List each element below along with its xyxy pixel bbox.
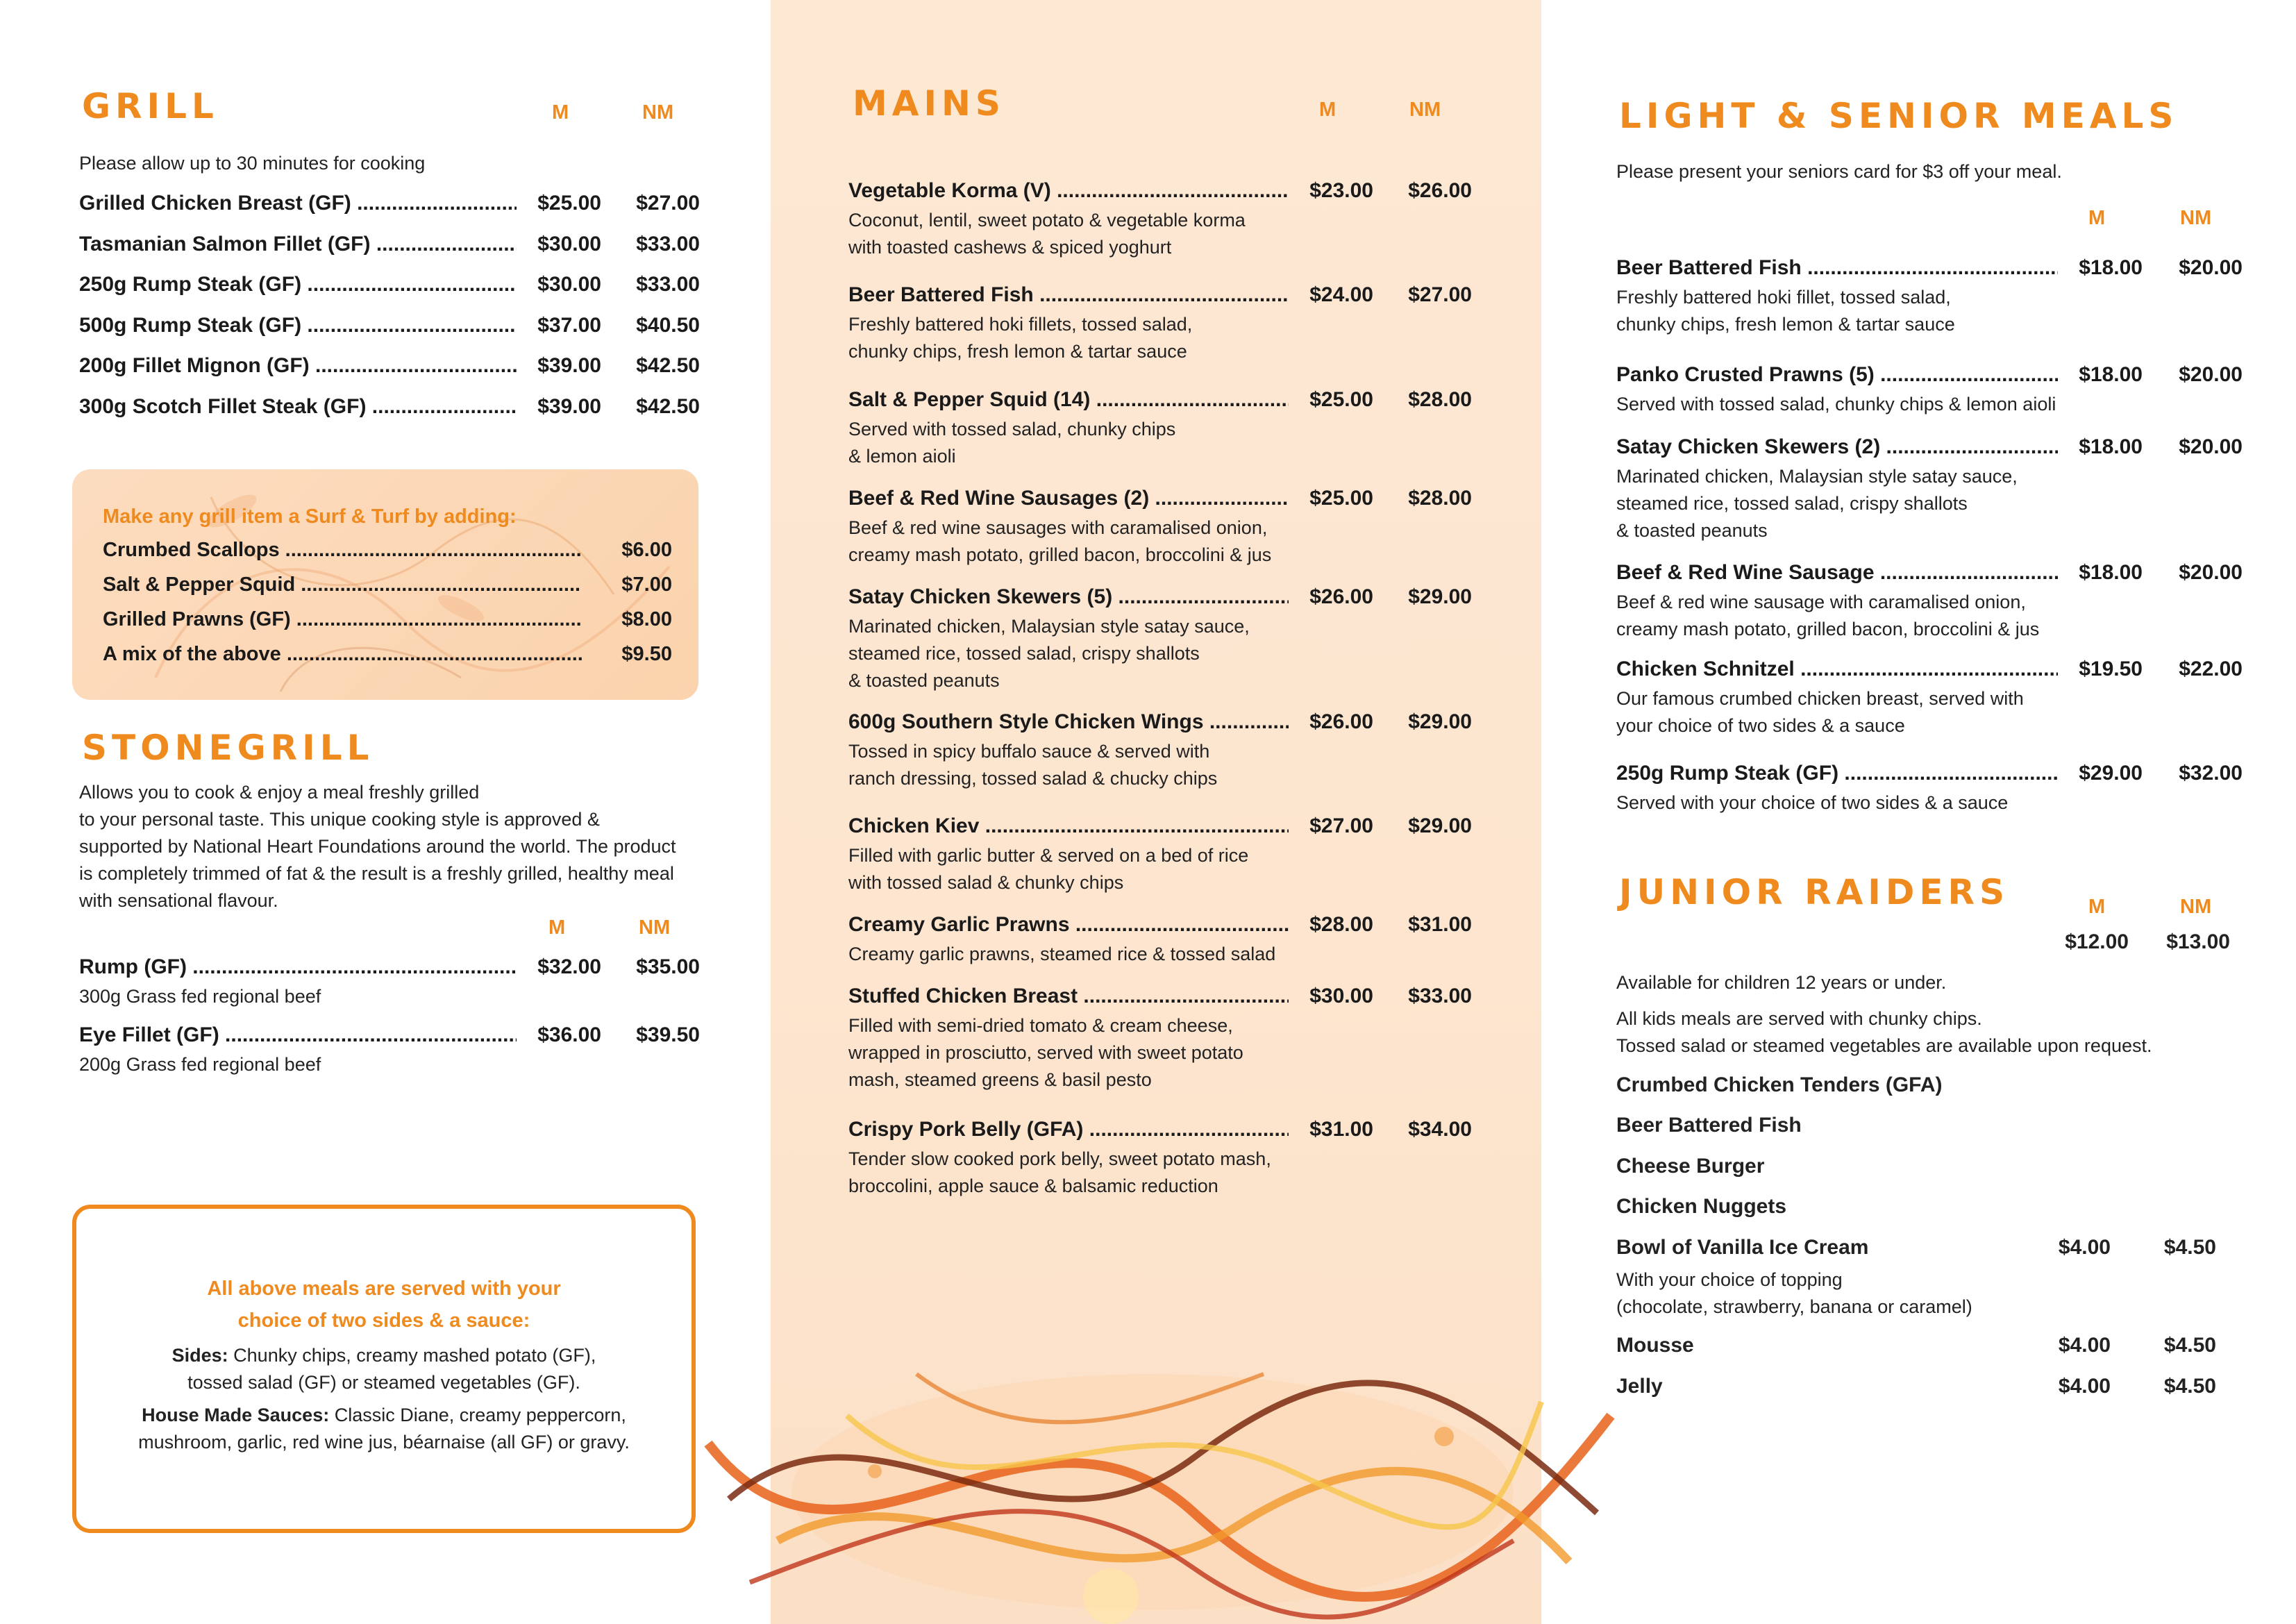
desc-line: Freshly battered hoki fillet, tossed salad, [1616,287,1951,308]
desc-line: ranch dressing, tossed salad & chucky chips [848,768,1218,789]
stonegrill-m-header: M [548,916,566,939]
surf-item [103,643,672,671]
item-price-nm: $35.00 [636,955,700,978]
item-price: $7.00 [621,574,672,596]
junior-price-m: $12.00 [2065,930,2129,953]
menu-item [79,955,704,1010]
item-price-m: $25.00 [537,192,601,215]
item-price-nm: $26.00 [1408,179,1472,202]
light-meals-note: Please present your seniors card for $3 off your meal. [1616,161,2062,182]
menu-item [79,192,704,219]
menu-item [848,487,1480,569]
item-description [848,613,1480,694]
desc-line: chunky chips, fresh lemon & tartar sauce [1616,314,1955,335]
item-price-m: $26.00 [1309,585,1373,608]
stonegrill-description [79,779,746,914]
item-name: Grilled Chicken Breast (GF) ..... [79,192,517,215]
item-price-m: $39.00 [537,395,601,418]
item-price-nm: $20.00 [2179,561,2243,584]
junior-note-line: All kids meals are served with chunky chips. [1616,1008,1982,1029]
item-description [1616,463,2248,544]
item-price-nm: $27.00 [636,192,700,215]
menu-item [848,388,1480,470]
desc-line: Marinated chicken, Malaysian style satay sauce, [848,616,1250,637]
item-price: $8.00 [621,608,672,630]
desc-line: Beef & red wine sausages with caramalised onion, [848,517,1268,538]
item-price-m: $36.00 [537,1023,601,1046]
dessert-item [1616,1236,2227,1321]
junior-note: Available for children 12 years or under. [1616,972,1947,993]
item-price-nm: $28.00 [1408,487,1472,510]
mains-m-header: M [1319,99,1336,121]
desc-line: Filled with garlic butter & served on a bed of rice [848,845,1249,866]
menu-item [1616,363,2248,418]
junior-raiders-title: JUNIOR RAIDERS [1619,872,2010,912]
item-price-m: $19.50 [2079,658,2143,680]
desc-line: Beef & red wine sausage with caramalised onion, [1616,592,2026,612]
light-m-header: M [2088,207,2106,229]
item-price-nm: $40.50 [636,314,700,337]
desc-line: Served with tossed salad, chunky chips & lemon aioli [1616,394,2056,415]
surf-item [103,539,672,567]
item-description [848,941,1480,968]
item-price-m: $30.00 [537,273,601,296]
desc-line: & toasted peanuts [848,670,1000,691]
desc-line: Filled with semi-dried tomato & cream cheese, [848,1015,1233,1036]
sides-info-box [72,1205,696,1533]
grill-note: Please allow up to 30 minutes for cooking [79,153,426,174]
item-description [848,514,1480,569]
desc-line: & toasted peanuts [1616,520,1768,541]
item-price-nm: $39.50 [636,1023,700,1046]
item-price-nm: $20.00 [2179,435,2243,458]
item-price-nm: $33.00 [636,233,700,256]
desc-line: your choice of two sides & a sauce [1616,715,1905,736]
item-name: 250g Rump Steak (GF) ..... [1616,762,2058,785]
menu-item [848,283,1480,365]
menu-item [79,1023,704,1078]
sides-heading: All above meals are served with your [207,1278,561,1300]
junior-note-line: Tossed salad or steamed vegetables are available upon request. [1616,1035,2152,1056]
item-price-m: $29.00 [2079,762,2143,785]
item-price-m: $30.00 [1309,985,1373,1007]
desc-line: wrapped in prosciutto, served with sweet potato [848,1042,1243,1063]
junior-price-nm: $13.00 [2166,930,2230,953]
dessert-item [1616,1334,2227,1362]
item-description [1616,589,2248,643]
item-price-nm: $27.00 [1408,283,1472,306]
item-price-nm: $31.00 [1408,913,1472,936]
item-price-nm: $28.00 [1408,388,1472,411]
desc-line: Freshly battered hoki fillets, tossed salad, [848,314,1193,335]
item-description [848,1146,1480,1200]
item-name: Panko Crusted Prawns (5) ..... [1616,363,2058,387]
item-name: Jelly [1616,1375,1663,1398]
desc-line: Coconut, lentil, sweet potato & vegetable korma [848,210,1246,231]
desc-line: with tossed salad & chunky chips [848,872,1124,893]
sides-text [76,1342,692,1369]
item-name: Chicken Schnitzel ..... [1616,658,2058,681]
item-price-nm: $29.00 [1408,585,1472,608]
swirl-artwork-icon [667,1332,1639,1624]
desc-line: & lemon aioli [848,446,956,467]
item-price-nm: $34.00 [1408,1118,1472,1141]
item-price-m: $4.00 [2058,1236,2111,1259]
junior-item: Chicken Nuggets [1616,1195,1787,1218]
menu-item [848,1118,1480,1200]
desc-line: steamed rice, tossed salad, crispy shallots [848,643,1200,664]
item-price-m: $27.00 [1309,814,1373,837]
desc-line: Allows you to cook & enjoy a meal freshly grilled [79,782,480,803]
desc-line: Served with your choice of two sides & a sauce [1616,792,2009,813]
item-name: Satay Chicken Skewers (2) ..... [1616,435,2058,459]
item-name: Salt & Pepper Squid (14) ..... [848,388,1289,412]
item-name: Beef & Red Wine Sausages (2) ..... [848,487,1289,510]
light-meals-title: LIGHT & SENIOR MEALS [1619,96,2179,136]
menu-item [848,710,1480,792]
sauces-text: mushroom, garlic, red wine jus, béarnaise (all GF) or gravy. [138,1432,630,1453]
menu-item [1616,658,2248,739]
item-name: Creamy Garlic Prawns ..... [848,913,1289,937]
item-name: Vegetable Korma (V) ..... [848,179,1289,203]
item-price: $6.00 [621,539,672,561]
item-name: Crispy Pork Belly (GFA) ..... [848,1118,1289,1141]
menu-item [79,314,704,342]
item-price-m: $32.00 [537,955,601,978]
desc-line: creamy mash potato, grilled bacon, broccolini & jus [848,544,1272,565]
item-description [1616,1266,2227,1321]
desc-line: with toasted cashews & spiced yoghurt [848,237,1172,258]
sides-label: Sides: [171,1345,228,1366]
item-price-nm: $32.00 [2179,762,2243,785]
desc-line: Tender slow cooked pork belly, sweet potato mash, [848,1148,1271,1169]
item-description: 300g Grass fed regional beef [79,986,321,1007]
item-description [848,1012,1480,1094]
junior-item: Crumbed Chicken Tenders (GFA) [1616,1073,1943,1096]
item-name: 250g Rump Steak (GF) ..... [79,273,517,296]
surf-and-turf-panel [72,469,698,700]
item-price-m: $25.00 [1309,487,1373,510]
desc-line: is completely trimmed of fat & the result is a freshly grilled, healthy meal [79,863,674,884]
item-description [1616,284,2248,338]
menu-item [848,814,1480,896]
item-price: $9.50 [621,643,672,665]
item-price-m: $31.00 [1309,1118,1373,1141]
item-name: Tasmanian Salmon Fillet (GF) ..... [79,233,517,256]
item-price-nm: $42.50 [636,395,700,418]
desc-line: steamed rice, tossed salad, crispy shallots [1616,493,1968,514]
desc-line: with sensational flavour. [79,890,278,911]
item-name: Mousse [1616,1334,1694,1357]
stonegrill-title: STONEGRILL [82,728,374,768]
menu-item [79,395,704,423]
item-name: Satay Chicken Skewers (5) ..... [848,585,1289,609]
item-name: Rump (GF) ..... [79,955,517,979]
desc-line: mash, steamed greens & basil pesto [848,1069,1152,1090]
menu-item [848,913,1480,968]
item-price-m: $26.00 [1309,710,1373,733]
mains-nm-header: NM [1409,99,1441,121]
item-price-m: $4.00 [2058,1334,2111,1357]
item-price-nm: $20.00 [2179,256,2243,279]
item-price-m: $18.00 [2079,435,2143,458]
sides-text: tossed salad (GF) or steamed vegetables (GF). [187,1372,580,1393]
item-name: 500g Rump Steak (GF) ..... [79,314,517,337]
sauces-text [76,1402,692,1429]
item-price-m: $4.00 [2058,1375,2111,1398]
item-price-nm: $29.00 [1408,814,1472,837]
desc-line: to your personal taste. This unique cooking style is approved & [79,809,600,830]
menu-item [1616,435,2248,544]
item-price-m: $23.00 [1309,179,1373,202]
right-column [1541,0,2296,1624]
item-price-m: $18.00 [2079,363,2143,386]
menu-item [79,273,704,301]
desc-line: chunky chips, fresh lemon & tartar sauce [848,341,1187,362]
dessert-item [1616,1375,2227,1403]
item-name: 200g Fillet Mignon (GF) ..... [79,354,517,378]
junior-note [1616,1005,2152,1060]
desc-line: Marinated chicken, Malaysian style satay sauce, [1616,466,2018,487]
item-price-nm: $22.00 [2179,658,2243,680]
desc-line: Served with tossed salad, chunky chips [848,419,1176,440]
item-name: Salt & Pepper Squid ..... [103,574,582,596]
item-price-m: $18.00 [2079,561,2143,584]
desc-line: (chocolate, strawberry, banana or caramel) [1616,1296,1972,1317]
item-description [848,416,1480,470]
item-name: Beer Battered Fish ..... [1616,256,2058,280]
item-price-m: $28.00 [1309,913,1373,936]
menu-item [848,179,1480,261]
desc-line: supported by National Heart Foundations around the world. The product [79,836,676,857]
item-price-nm: $4.50 [2163,1375,2216,1398]
junior-m-header: M [2088,896,2106,918]
item-description [848,842,1480,896]
item-price-nm: $20.00 [2179,363,2243,386]
menu-item [79,233,704,260]
item-price-nm: $33.00 [1408,985,1472,1007]
item-name: 600g Southern Style Chicken Wings ..... [848,710,1289,734]
mains-title: MAINS [853,83,1005,124]
desc-line: Creamy garlic prawns, steamed rice & tossed salad [848,944,1276,964]
junior-item: Beer Battered Fish [1616,1114,1802,1137]
item-description [848,738,1480,792]
item-name: Grilled Prawns (GF) ..... [103,608,582,631]
grill-title: GRILL [82,86,219,126]
stonegrill-nm-header: NM [639,916,671,939]
grill-nm-header: NM [642,101,674,124]
item-price-m: $25.00 [1309,388,1373,411]
menu-item [79,354,704,382]
item-price-m: $39.00 [537,354,601,377]
sides-heading: choice of two sides & a sauce: [237,1309,530,1332]
item-description [1616,685,2248,739]
item-price-m: $18.00 [2079,256,2143,279]
item-price-m: $30.00 [537,233,601,256]
item-name: Eye Fillet (GF) ..... [79,1023,517,1047]
sauces-text-part: Classic Diane, creamy peppercorn, [329,1405,626,1425]
menu-item [1616,762,2248,817]
item-name: Beef & Red Wine Sausage ..... [1616,561,2058,585]
grill-m-header: M [552,101,569,124]
desc-line: With your choice of topping [1616,1269,1843,1290]
menu-item [848,985,1480,1094]
item-price-m: $24.00 [1309,283,1373,306]
item-description [1616,789,2248,817]
item-price-nm: $4.50 [2163,1334,2216,1357]
item-description [848,311,1480,365]
item-price-nm: $4.50 [2163,1236,2216,1259]
menu-item [1616,561,2248,643]
item-description: 200g Grass fed regional beef [79,1054,321,1075]
item-name: Beer Battered Fish ..... [848,283,1289,307]
item-name: Chicken Kiev ..... [848,814,1289,838]
surf-item [103,608,672,636]
item-price-nm: $33.00 [636,273,700,296]
desc-line: Tossed in spicy buffalo sauce & served with [848,741,1210,762]
sides-text-part: Chunky chips, creamy mashed potato (GF), [228,1345,596,1366]
item-price-nm: $29.00 [1408,710,1472,733]
desc-line: Our famous crumbed chicken breast, served with [1616,688,2024,709]
left-column [0,0,771,1624]
menu-item [848,585,1480,694]
desc-line: creamy mash potato, grilled bacon, broccolini & jus [1616,619,2040,639]
item-name: Crumbed Scallops ..... [103,539,582,562]
desc-line: broccolini, apple sauce & balsamic reduction [848,1175,1218,1196]
item-description [848,207,1480,261]
item-name: Bowl of Vanilla Ice Cream [1616,1236,1869,1259]
sauces-label: House Made Sauces: [142,1405,330,1425]
item-name: 300g Scotch Fillet Steak (GF) ..... [79,395,517,419]
item-description [1616,391,2248,418]
item-name: Stuffed Chicken Breast ..... [848,985,1289,1008]
surf-item [103,574,672,601]
junior-nm-header: NM [2180,896,2212,918]
surf-title: Make any grill item a Surf & Turf by adding: [103,505,517,528]
junior-item: Cheese Burger [1616,1155,1765,1178]
light-nm-header: NM [2180,207,2212,229]
item-price-m: $37.00 [537,314,601,337]
menu-item [1616,256,2248,338]
item-price-nm: $42.50 [636,354,700,377]
item-name: A mix of the above ..... [103,643,582,666]
